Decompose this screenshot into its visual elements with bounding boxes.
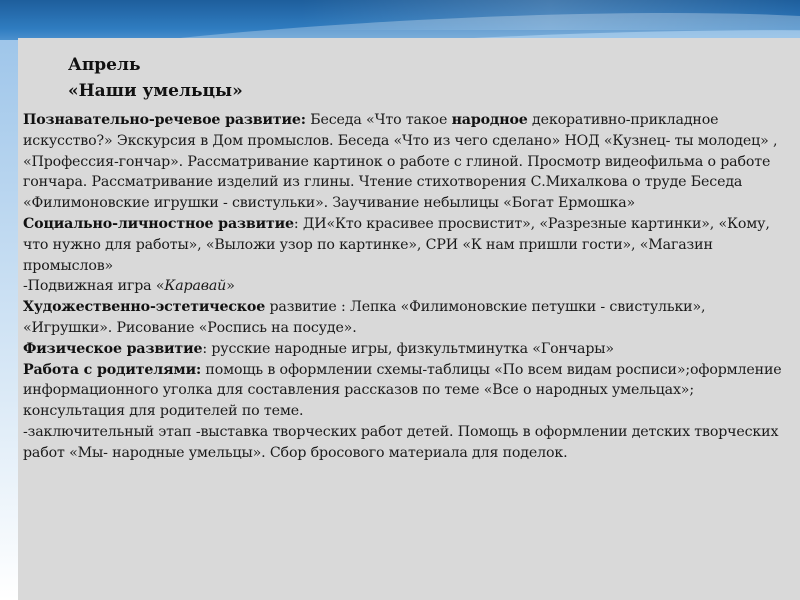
bold-word: народное — [451, 112, 528, 128]
paragraph-cognitive-speech — [23, 110, 783, 214]
paragraph-text: : русские народные игры, физкультминутка «Гончары» — [202, 340, 614, 357]
paragraph-outdoor-game — [23, 276, 783, 297]
game-name: Каравай — [164, 278, 227, 295]
section-heading: Познавательно-речевое развитие: — [23, 112, 306, 128]
title-month: Апрель — [68, 55, 141, 75]
paragraph-final-stage — [23, 422, 783, 464]
paragraph-text: Беседа «Что такое — [305, 112, 452, 128]
paragraph-artistic-aesthetic — [23, 297, 783, 339]
left-gradient-strip — [0, 40, 18, 600]
paragraph-parents — [23, 360, 783, 422]
section-heading: Работа с родителями: — [23, 361, 202, 378]
paragraph-text: -Подвижная игра « — [23, 278, 165, 295]
section-heading: Физическое развитие — [23, 340, 203, 357]
paragraph-text: помощь в оформлении схемы-таблицы «По всем видам росписи»;оформление информационного уголка для составления рассказов по теме «Все о народных умельцах»; консультация для родителей по теме. — [23, 361, 782, 420]
paragraph-text: -заключительный этап -выставка творческих работ детей. Помощь в оформлении детских творческих работ «Мы- народные умельцы». Сбор бросового материала для поделок. — [23, 423, 779, 461]
paragraph-social-personal — [23, 214, 783, 276]
paragraph-text: развитие : Лепка «Филимоновские петушки - свистульки», «Игрушки». Рисование «Роспись на посуде». — [23, 299, 706, 336]
paragraph-text: » — [226, 278, 235, 295]
title-theme: «Наши умельцы» — [68, 81, 243, 101]
slide-body — [23, 110, 783, 464]
slide-title — [68, 52, 243, 104]
section-heading: Социально-личностное развитие — [23, 215, 294, 232]
paragraph-physical — [23, 339, 783, 360]
paragraph-text: : ДИ«Кто красивее просвистит», «Разрезные картинки», «Кому, что нужно для работы», «Выложи узор по картинке», СРИ «К нам пришли гости», «Магазин промыслов» — [23, 215, 770, 274]
section-heading: Художественно-эстетическое — [23, 299, 266, 316]
paragraph-text: декоративно-прикладное искусство?» Экскурсия в Дом промыслов. Беседа «Что из чего сделано» НОД «Кузнец- ты молодец» , «Профессия-гончар». Рассматривание картинок о работе с глиной. Просмотр видеофильма о работе гончара. Рассматривание изделий из глины. Чтение стихотворения С.Михалкова о труде Беседа «Филимоновские игрушки - свистульки». Заучивание небылицы «Богат Ермошка» — [23, 112, 778, 212]
banner-shine — [300, 0, 800, 30]
